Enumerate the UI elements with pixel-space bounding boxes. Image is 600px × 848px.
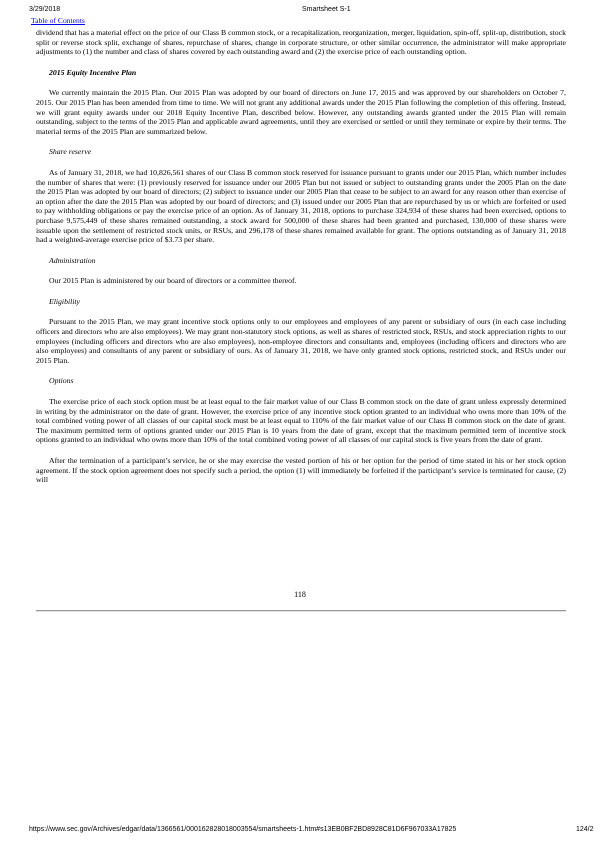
termination-paragraph: After the termination of a participant’s service, he or she may exercise the vested portion of his or her option for the period of time stated in his or her stock option agreement. If the stock option agreement does not specify such a period, the option (1) will immediately be forfeited if the participant’s service is terminated for cause, (2) will [36, 456, 566, 485]
eligibility-paragraph: Pursuant to the 2015 Plan, we may grant incentive stock options only to our employees and employees of any parent or subsidiary of ours (in each case including officers and directors who are also employees). We may grant non-statutory stock options, as well as shares of restricted stock, RSUs, and stock appreciation rights to our employees (including officers and directors who are also employees), non-employee directors and consultants and, employees (including officers and directors who are also employees) and consultants of any parent or subsidiary of ours. As of January 31, 2018, we have only granted stock options, restricted stock, and RSUs under our 2015 Plan. [36, 317, 566, 365]
intro-paragraph: dividend that has a material effect on the price of our Class B common stock, or a recapitalization, reorganization, merger, liquidation, spin-off, split-up, distribution, stock split or reverse stock split, exchange of shares, repurchase of shares, change in corporate structure, or other similar occurrence, the administrator will make appropriate adjustments to (1) the number and class of shares covered by each outstanding award and (2) the exercise price of each outstanding option. [36, 28, 566, 57]
table-of-contents-link[interactable]: Table of Contents [31, 16, 85, 25]
subheading-administration: Administration [49, 255, 96, 265]
subheading-share-reserve: Share reserve [49, 147, 92, 157]
section-heading-2015-plan: 2015 Equity Incentive Plan [49, 67, 137, 77]
page-number: 118 [294, 590, 306, 599]
footer-url: https://www.sec.gov/Archives/edgar/data/1366561/000162828018003554/smartsheets-1.htm#s13EB0BF2BD8928C81D6F967033A17825 [29, 826, 457, 833]
footer-page-count: 124/2 [576, 826, 594, 833]
options-paragraph: The exercise price of each stock option must be at least equal to the fair market value of our Class B common stock on the date of grant unless expressly determined in writing by the administrator on the date of grant. However, the exercise price of any incentive stock option granted to an individual who owns more than 10% of the total combined voting power of all classes of our capital stock must be at least equal to 110% of the fair market value of our Class B common stock on the date of grant. The maximum permitted term of options granted under our 2015 Plan is 10 years from the date of grant, except that the maximum permitted term of incentive stock options granted to an individual who owns more than 10% of the total combined voting power of all classes of our capital stock is five years from the date of grant. [36, 397, 566, 445]
plan-paragraph: We currently maintain the 2015 Plan. Our 2015 Plan was adopted by our board of directors on June 17, 2015 and was approved by our shareholders on October 7, 2015. Our 2015 Plan has been amended from time to time. We will not grant any additional awards under the 2015 Plan following the completion of this offering. Instead, we will grant equity awards under our 2018 Equity Incentive Plan, described below. However, any outstanding awards granted under the 2015 Plan will remain outstanding, subject to the terms of the 2015 Plan and applicable award agreements, until they are exercised or settled or until they terminate or expire by their terms. The material terms of the 2015 Plan are summarized below. [36, 88, 566, 136]
subheading-eligibility: Eligibility [49, 296, 80, 306]
document-body [36, 28, 566, 485]
document-title: Smartsheet S-1 [302, 6, 351, 13]
share-reserve-paragraph: As of January 31, 2018, we had 10,826,561 shares of our Class B common stock reserved for issuance pursuant to grants under our 2015 Plan, which number includes the number of shares that were: (1) previously reserved for issuance under our 2005 Plan but not issued or subject to outstanding grants under the 2005 Plan on the date the 2015 Plan was adopted by our board of directors; (2) subject to issuance under our 2005 Plan that cease to be subject to an award for any reason other than exercise of an option after the date the 2015 Plan was adopted by our board of directors; and (3) issued under our 2005 Plan that are repurchased by us or which are forfeited or used to pay withholding obligations or pay the exercise price of an option. As of January 31, 2018, options to purchase 324,934 of these shares had been exercised, options to purchase 9,575,449 of these shares remained outstanding, a stock award for 500,000 of these shares had been granted and purchased, 130,000 of these shares were issuable upon the settlement of restricted stock units, or RSUs, and 296,178 of these shares remained available for grant. The options outstanding as of January 31, 2018 had a weighted-average exercise price of $3.73 per share. [36, 167, 566, 245]
administration-paragraph: Our 2015 Plan is administered by our board of directors or a committee thereof. [49, 276, 297, 286]
subheading-options: Options [49, 376, 74, 386]
page-divider [36, 610, 566, 612]
print-date: 3/29/2018 [29, 6, 61, 13]
